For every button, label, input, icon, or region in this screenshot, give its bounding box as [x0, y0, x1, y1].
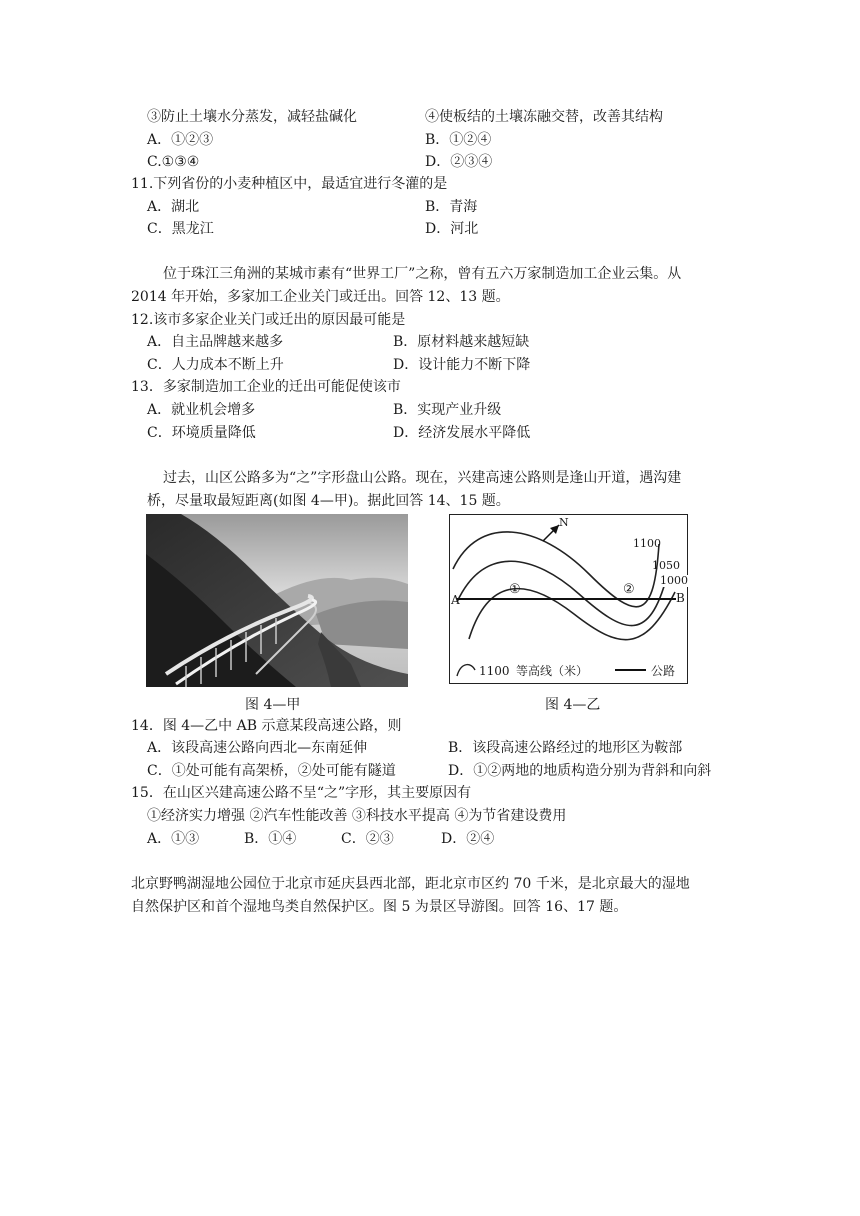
q10-option-3: ③防止土壤水分蒸发，减轻盐碱化	[147, 109, 357, 125]
q13-choice-c: C．环境质量降低	[147, 425, 256, 441]
q11-choice-a: A．湖北	[147, 199, 200, 215]
legend-road-label: 公路	[651, 664, 676, 678]
q10-choice-d: D．②③④	[425, 154, 493, 170]
q11-choice-d: D．河北	[425, 221, 479, 237]
passage-3-line-2: 自然保护区和首个湿地鸟类自然保护区。图 5 为景区导游图。回答 16、17 题。	[131, 899, 628, 915]
location-2-mark: ②	[623, 582, 635, 597]
q13-choice-a: A．就业机会增多	[147, 402, 256, 418]
q13-choice-b: B．实现产业升级	[393, 402, 502, 418]
q11-choice-b: B．青海	[425, 199, 478, 215]
figure-4b-caption: 图 4—乙	[545, 697, 601, 713]
q12-stem: 12.该市多家企业关门或迁出的原因最可能是	[131, 312, 406, 328]
north-label: N	[559, 516, 569, 529]
q13-stem: 13．多家制造加工企业的迁出可能促使该市	[131, 379, 401, 395]
contour-label-1100: 1100	[633, 537, 661, 550]
contour-label-1050: 1050	[652, 559, 680, 572]
q12-choice-d: D．设计能力不断下降	[393, 357, 531, 373]
q13-choice-d: D．经济发展水平降低	[393, 425, 531, 441]
passage-3-line-1: 北京野鸭湖湿地公园位于北京市延庆县西北部，距北京市区约 70 千米，是北京最大的湿地	[131, 876, 690, 892]
passage-1-line-1: 位于珠江三角洲的某城市素有“世界工厂”之称，曾有五六万家制造加工企业云集。从	[163, 266, 682, 282]
q15-choice-a: A．①③	[147, 831, 200, 847]
q12-choice-c: C．人力成本不断上升	[147, 357, 284, 373]
point-b-label: B	[676, 591, 685, 605]
q15-choice-c: C．②③	[341, 831, 394, 847]
highway-viaduct-photo	[146, 514, 408, 687]
q15-choice-b: B．①④	[244, 831, 297, 847]
contour-map	[449, 514, 688, 684]
passage-2-line-1: 过去，山区公路多为“之”字形盘山公路。现在，兴建高速公路则是逢山开道，遇沟建	[163, 470, 682, 486]
q10-choice-b: B．①②④	[425, 132, 492, 148]
q14-choice-c: C．①处可能有高架桥，②处可能有隧道	[147, 763, 396, 779]
location-1-mark: ①	[509, 582, 521, 597]
q11-stem: 11.下列省份的小麦种植区中，最适宜进行冬灌的是	[131, 176, 448, 192]
q14-choice-a: A．该段高速公路向西北—东南延伸	[147, 740, 368, 756]
q10-choice-c: C.①③④	[147, 154, 200, 170]
q14-choice-b: B．该段高速公路经过的地形区为鞍部	[448, 740, 683, 756]
legend-value: 1100	[479, 664, 510, 678]
figure-4a-caption: 图 4—甲	[245, 697, 301, 713]
passage-2-line-2: 桥，尽量取最短距离(如图 4—甲)。据此回答 14、15 题。	[147, 493, 510, 509]
q15-choice-d: D．②④	[441, 831, 495, 847]
q11-choice-c: C．黑龙江	[147, 221, 214, 237]
q12-choice-b: B．原材料越来越短缺	[393, 334, 530, 350]
contour-label-1000: 1000	[660, 574, 688, 587]
legend-contour-label: 等高线（米）	[516, 664, 589, 678]
q15-stem: 15．在山区兴建高速公路不呈“之”字形，其主要原因有	[131, 785, 472, 801]
passage-1-line-2: 2014 年开始，多家加工企业关门或迁出。回答 12、13 题。	[131, 289, 510, 305]
q14-choice-d: D．①②两地的地质构造分别为背斜和向斜	[448, 763, 712, 779]
q10-choice-a: A．①②③	[147, 132, 214, 148]
q12-choice-a: A．自主品牌越来越多	[147, 334, 284, 350]
q14-stem: 14．图 4—乙中 AB 示意某段高速公路，则	[131, 718, 402, 734]
q10-option-4: ④使板结的土壤冻融交替，改善其结构	[425, 109, 663, 125]
point-a-label: A	[451, 593, 460, 607]
q15-reasons: ①经济实力增强 ②汽车性能改善 ③科技水平提高 ④为节省建设费用	[147, 808, 567, 824]
